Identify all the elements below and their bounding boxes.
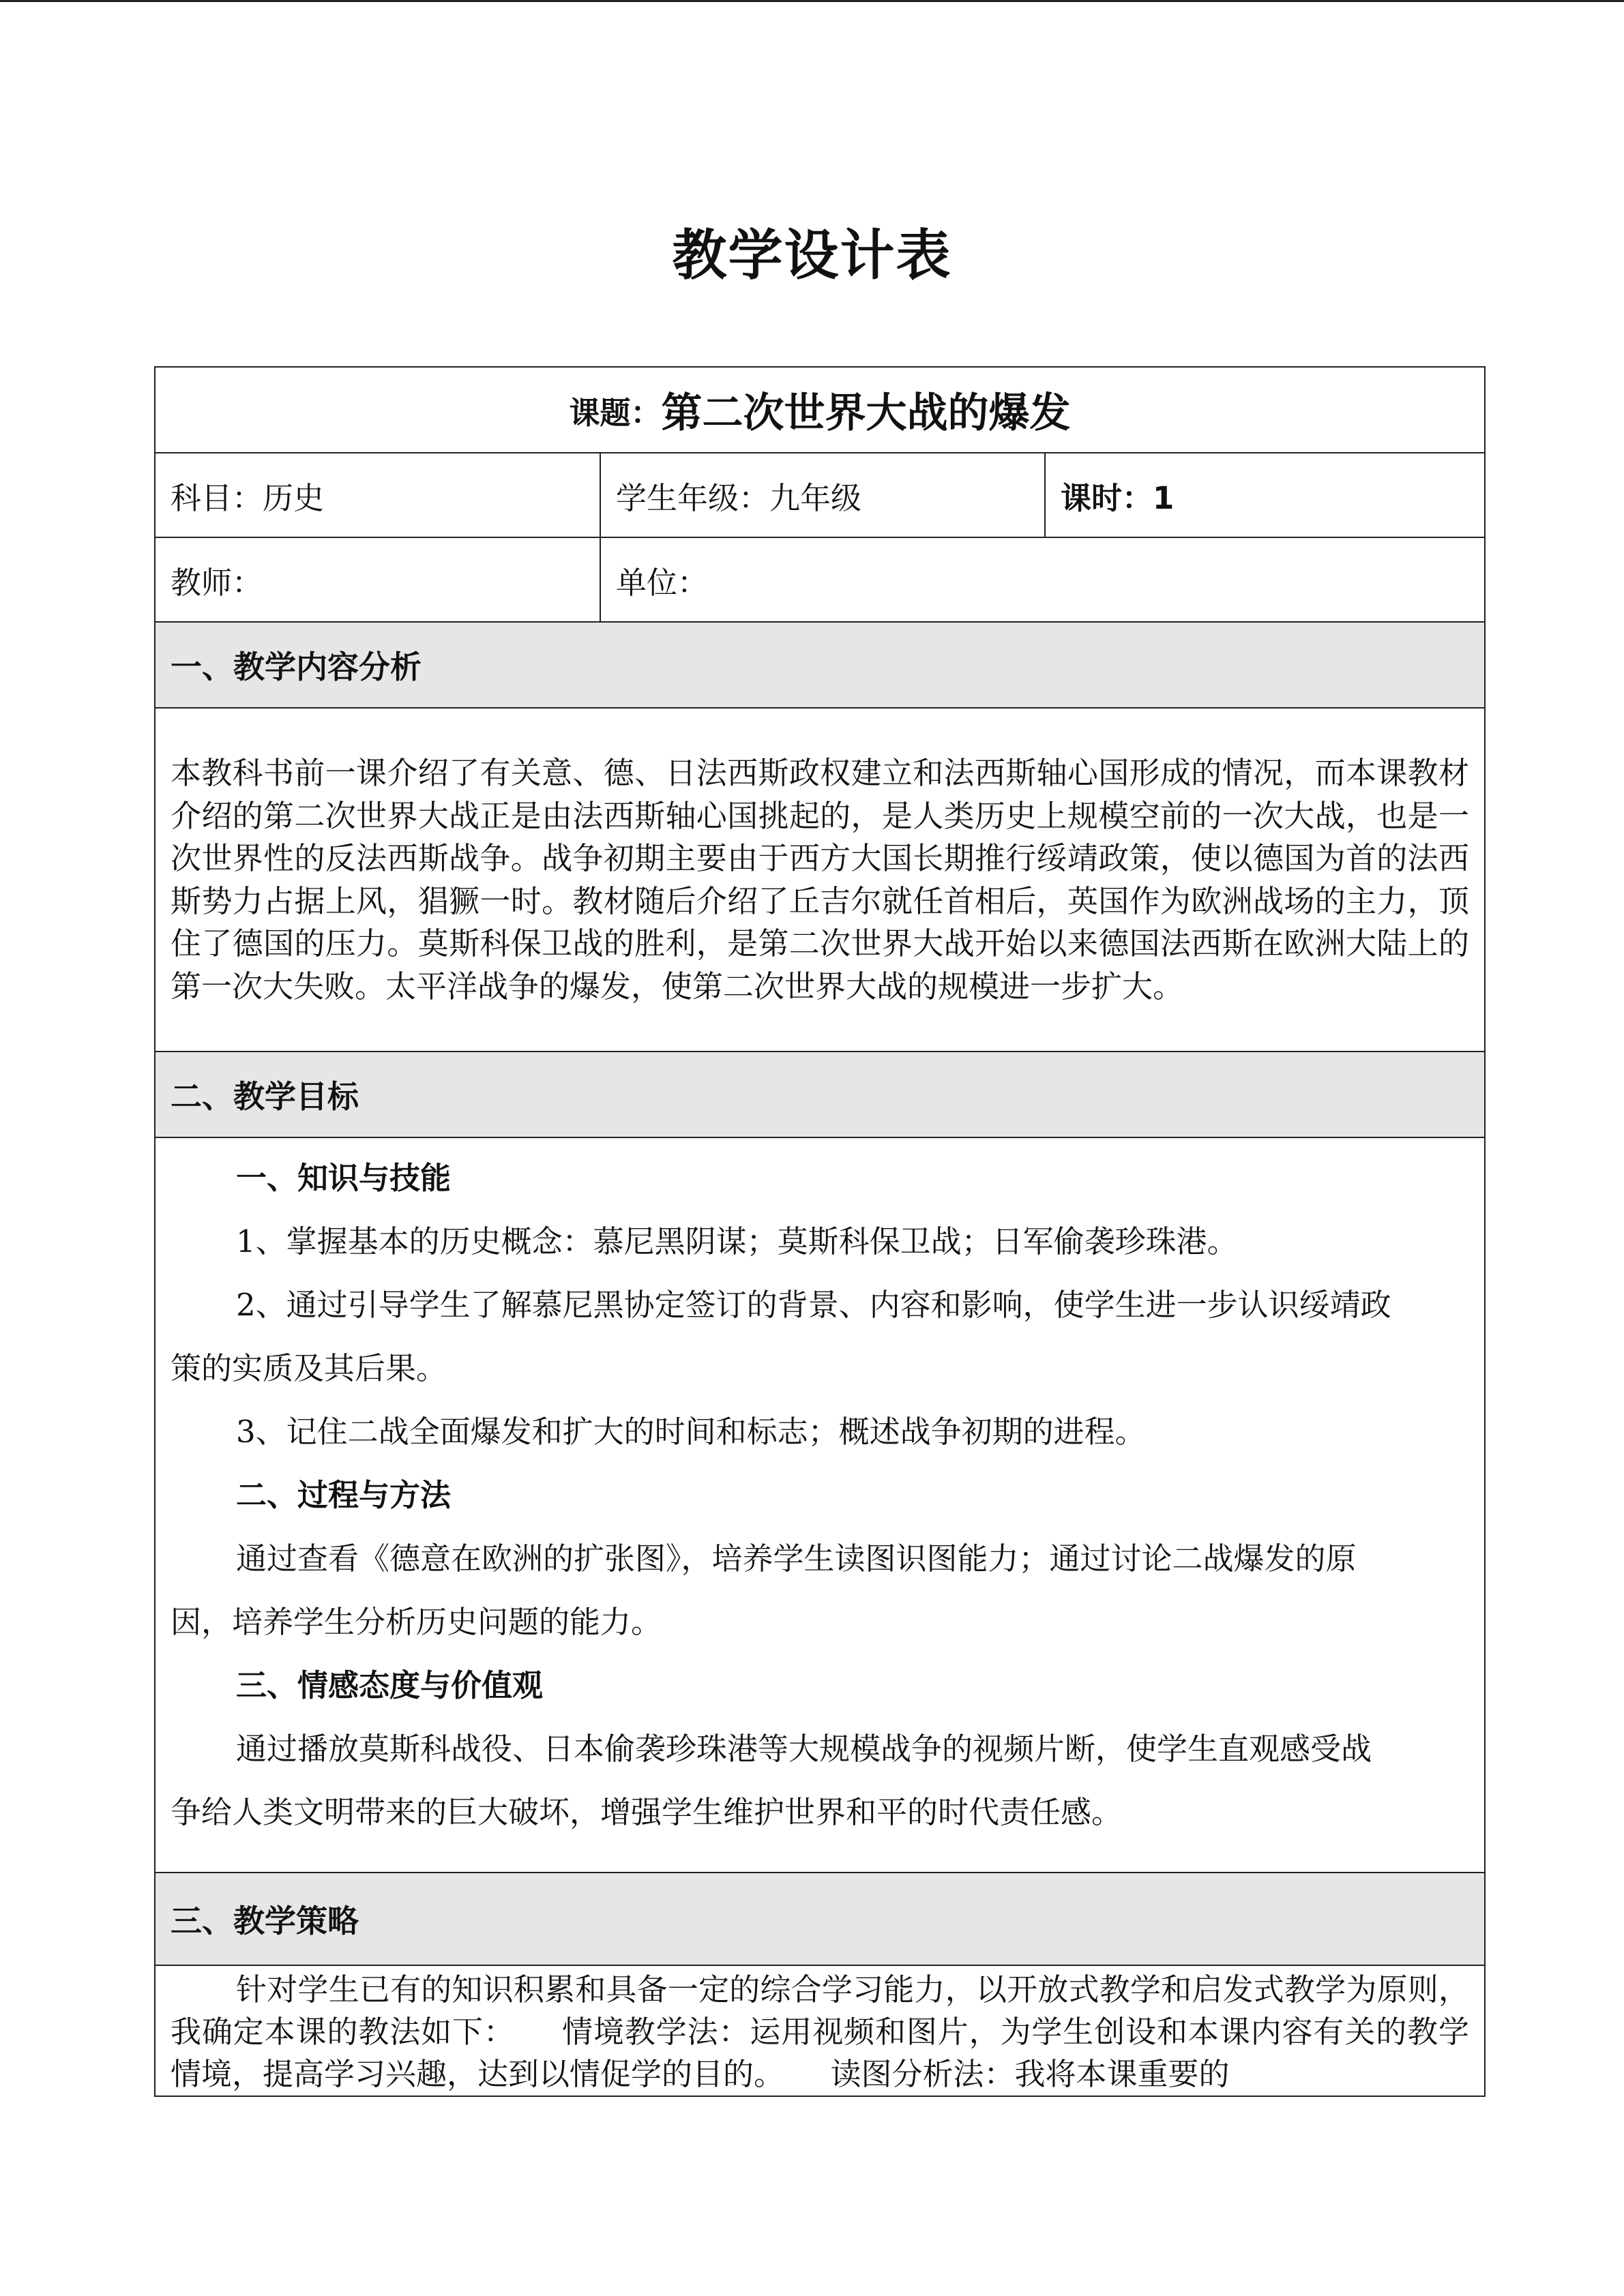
teacher-cell: 教师：	[171, 564, 263, 601]
document-title: 教学设计表	[672, 224, 952, 287]
strategy-row	[156, 1966, 1484, 2096]
lesson-title: 第二次世界大战的爆发	[661, 389, 1071, 437]
grade-cell: 学生年级：九年级	[600, 453, 1044, 537]
unit-cell: 单位：	[600, 538, 1484, 621]
lesson-title-cell	[156, 368, 1484, 452]
objectives-row	[156, 1138, 1484, 1873]
section-heading: 二、教学目标	[171, 1078, 359, 1115]
lesson-title-prefix: 课题：	[569, 394, 662, 431]
section-heading: 一、教学内容分析	[171, 648, 422, 685]
objective-item-continued: 争给人类文明带来的巨大破坏，增强学生维护世界和平的时代责任感。	[171, 1794, 1123, 1830]
lesson-info-row	[156, 453, 1484, 538]
objective-item-continued: 因，培养学生分析历史问题的能力。	[171, 1604, 662, 1640]
section-strategy-heading-row	[156, 1873, 1484, 1966]
section-objectives-heading-row	[156, 1052, 1484, 1138]
content-analysis-row	[156, 709, 1484, 1052]
objective-subheading: 二、过程与方法	[236, 1477, 452, 1513]
objective-item: 2、通过引导学生了解慕尼黑协定签订的背景、内容和影响，使学生进一步认识绥靖政	[236, 1287, 1391, 1323]
section-content-analysis-heading-row	[156, 623, 1484, 709]
lesson-title-row	[156, 368, 1484, 453]
objectives-text	[156, 1138, 1406, 1872]
objective-item: 1、掌握基本的历史概念：慕尼黑阴谋；莫斯科保卫战；日军偷袭珍珠港。	[236, 1223, 1238, 1259]
strategy-text: 针对学生已有的知识积累和具备一定的综合学习能力，以开放式教学和启发式教学为原则，我确定本课的教法如下： 情境教学法：运用视频和图片，为学生创设和本课内容有关的教学情境，提高学习兴趣，达到以情促学的目的。 读图分析法：我将本课重要的	[171, 1971, 1469, 2092]
section-heading: 三、教学策略	[171, 1903, 359, 1939]
hours-cell: 课时：1	[1044, 453, 1484, 537]
page-top-rule	[0, 0, 1624, 2]
objective-item: 3、记住二战全面爆发和扩大的时间和标志；概述战争初期的进程。	[236, 1414, 1146, 1450]
lesson-design-table	[154, 366, 1486, 2097]
objective-item-continued: 策的实质及其后果。	[171, 1350, 447, 1386]
objective-subheading: 三、情感态度与价值观	[236, 1667, 544, 1703]
content-analysis-text: 本教科书前一课介绍了有关意、德、日法西斯政权建立和法西斯轴心国形成的情况，而本课教材介绍的第二次世界大战正是由法西斯轴心国挑起的，是人类历史上规模空前的一次大战，也是一次世界性的反法西斯战争。战争初期主要由于西方大国长期推行绥靖政策，使以德国为首的法西斯势力占据上风，猖獗一时。教材随后介绍了丘吉尔就任首相后，英国作为欧洲战场的主力，顶住了德国的压力。莫斯科保卫战的胜利，是第二次世界大战开始以来德国法西斯在欧洲大陆上的第一次大失败。太平洋战争的爆发，使第二次世界大战的规模进一步扩大。	[171, 755, 1469, 1004]
objective-item: 通过查看《德意在欧洲的扩张图》，培养学生读图识图能力；通过讨论二战爆发的原	[236, 1540, 1357, 1577]
subject-cell: 科目：历史	[171, 479, 325, 516]
objective-item: 通过播放莫斯科战役、日本偷袭珍珠港等大规模战争的视频片断，使学生直观感受战	[236, 1731, 1372, 1767]
objective-subheading: 一、知识与技能	[236, 1160, 452, 1196]
teacher-row	[156, 538, 1484, 623]
